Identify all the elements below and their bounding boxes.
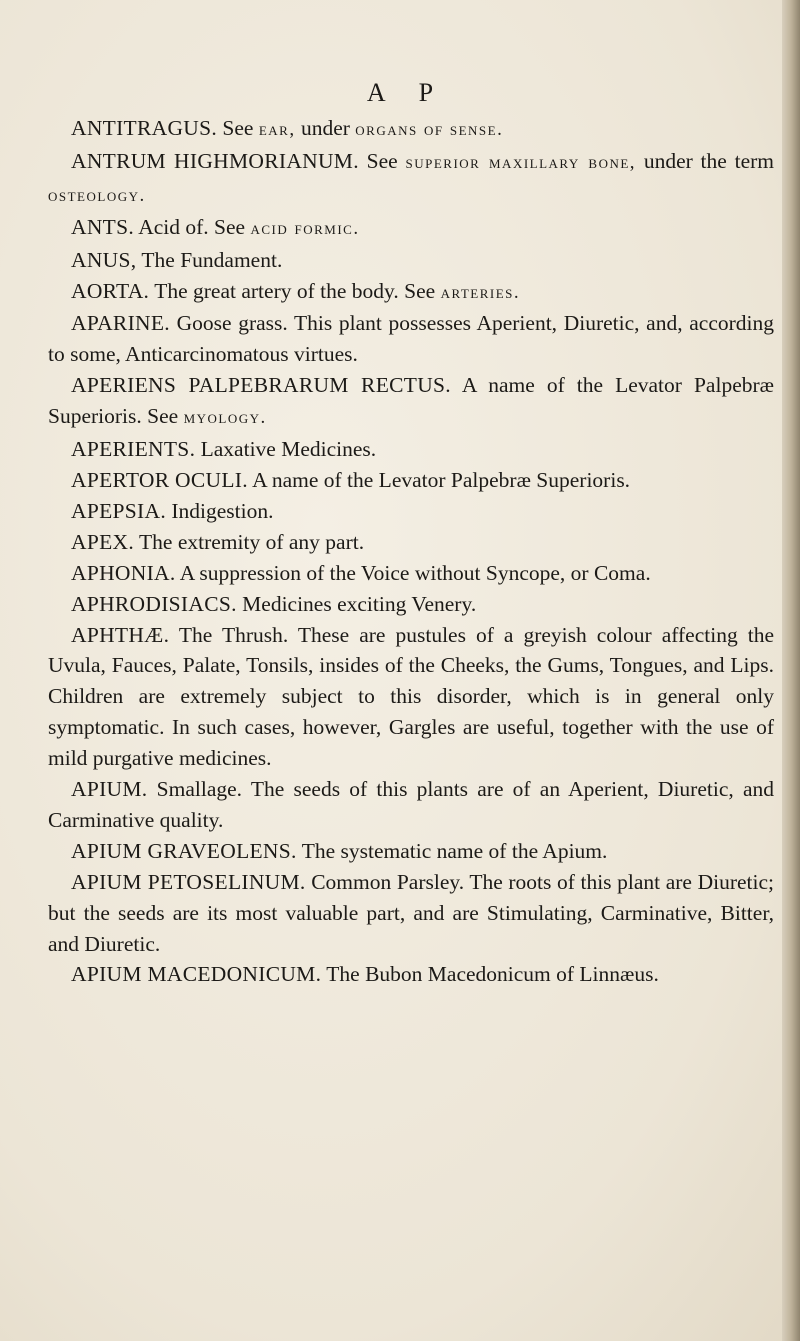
entry-text: Common Parsley. The roots of this plant are Diuretic; but the seeds are its most valuable part, and are Stimulating, Carminative, Bitter, and Diuretic. bbox=[48, 869, 774, 956]
page-edge-shadow bbox=[782, 0, 800, 1341]
entry-text: Smallage. The seeds of this plants are of an Aperient, Diuretic, and Carminative quality. bbox=[48, 777, 774, 832]
dictionary-entry bbox=[48, 959, 774, 990]
dictionary-entry bbox=[48, 370, 774, 434]
cross-reference: superior maxillary bone, bbox=[405, 151, 637, 173]
cross-reference: myology. bbox=[183, 407, 267, 429]
entry-headword: APIUM GRAVEOLENS. bbox=[71, 838, 297, 863]
entry-text: Acid of. See bbox=[134, 214, 251, 239]
entry-text: The Thrush. These are pustules of a greyish colour affecting the Uvula, Fauces, Palate, Tonsils, insides of the Cheeks, the Gums, Tongues, and Lips. Children are extremely subject to this disorder, which is in general only symptomatic. In such cases, however, Gargles are useful, together with the use of mild purgative medicines. bbox=[48, 622, 774, 771]
entry-text: A name of the Levator Palpebræ Superioris. See bbox=[48, 373, 774, 429]
dictionary-entry bbox=[48, 465, 774, 496]
entry-text: Goose grass. This plant possesses Aperient, Diuretic, and, according to some, Anticarcinomatous virtues. bbox=[48, 311, 774, 367]
dictionary-entry bbox=[48, 434, 774, 465]
dictionary-entry bbox=[48, 558, 774, 589]
dictionary-entry bbox=[48, 113, 774, 146]
entry-headword: APIUM. bbox=[71, 777, 148, 802]
entry-headword: APERIENTS. bbox=[71, 437, 196, 462]
entry-text: The Bubon Macedonicum of Linnæus. bbox=[321, 962, 659, 987]
entry-headword: APERTOR OCULI. bbox=[71, 467, 248, 492]
entry-text: under the term bbox=[636, 148, 775, 173]
entry-text: Laxative Medicines. bbox=[195, 437, 377, 462]
dictionary-entries bbox=[48, 113, 774, 990]
entry-headword: APHTHÆ. bbox=[71, 622, 170, 647]
dictionary-entry bbox=[48, 620, 774, 775]
dictionary-entry bbox=[48, 276, 774, 309]
entry-headword: ANTS. bbox=[71, 214, 135, 239]
entry-headword: APIUM PETOSELINUM. bbox=[71, 869, 306, 894]
cross-reference: osteology. bbox=[48, 184, 146, 206]
entry-headword: AORTA. bbox=[71, 278, 150, 303]
entry-headword: ANTRUM HIGHMORIANUM. bbox=[71, 148, 359, 173]
entry-headword: ANTITRAGUS. bbox=[71, 116, 218, 140]
running-head: A P bbox=[366, 78, 448, 107]
entry-headword: ANUS, bbox=[71, 247, 137, 272]
entry-text: See bbox=[358, 148, 406, 173]
entry-headword: APHRODISIACS. bbox=[71, 591, 237, 616]
dictionary-entry bbox=[48, 308, 774, 370]
entry-text: The Fundament. bbox=[136, 247, 283, 272]
entry-headword: APARINE. bbox=[71, 311, 170, 336]
entry-text: The extremity of any part. bbox=[134, 529, 365, 554]
dictionary-entry bbox=[48, 146, 774, 212]
entry-headword: APERIENS PALPEBRARUM RECTUS. bbox=[71, 373, 451, 398]
entry-headword: APEX. bbox=[71, 529, 135, 554]
cross-reference: ear, bbox=[258, 119, 296, 140]
dictionary-entry bbox=[48, 212, 774, 245]
dictionary-entry bbox=[48, 774, 774, 836]
cross-reference: acid formic. bbox=[250, 217, 360, 239]
entry-text: A suppression of the Voice without Syncope, or Coma. bbox=[175, 560, 651, 585]
dictionary-entry bbox=[48, 527, 774, 558]
entry-text: Indigestion. bbox=[166, 498, 274, 523]
dictionary-entry bbox=[48, 836, 774, 867]
dictionary-entry bbox=[48, 589, 774, 620]
entry-text: A name of the Levator Palpebræ Superioris. bbox=[247, 467, 631, 492]
entry-text: Medicines exciting Venery. bbox=[236, 591, 477, 616]
entry-headword: APHONIA. bbox=[71, 560, 176, 585]
entry-text: See bbox=[217, 116, 259, 140]
entry-text: under bbox=[295, 116, 356, 140]
cross-reference: organs of sense. bbox=[355, 119, 504, 140]
entry-headword: APIUM MACEDONICUM. bbox=[71, 962, 322, 987]
dictionary-entry bbox=[48, 496, 774, 527]
entry-headword: APEPSIA. bbox=[71, 498, 166, 523]
dictionary-entry bbox=[48, 245, 774, 276]
cross-reference: arteries. bbox=[440, 281, 521, 303]
entry-text: The systematic name of the Apium. bbox=[296, 838, 608, 863]
entry-text: The great artery of the body. See bbox=[149, 278, 441, 303]
dictionary-entry bbox=[48, 867, 774, 960]
